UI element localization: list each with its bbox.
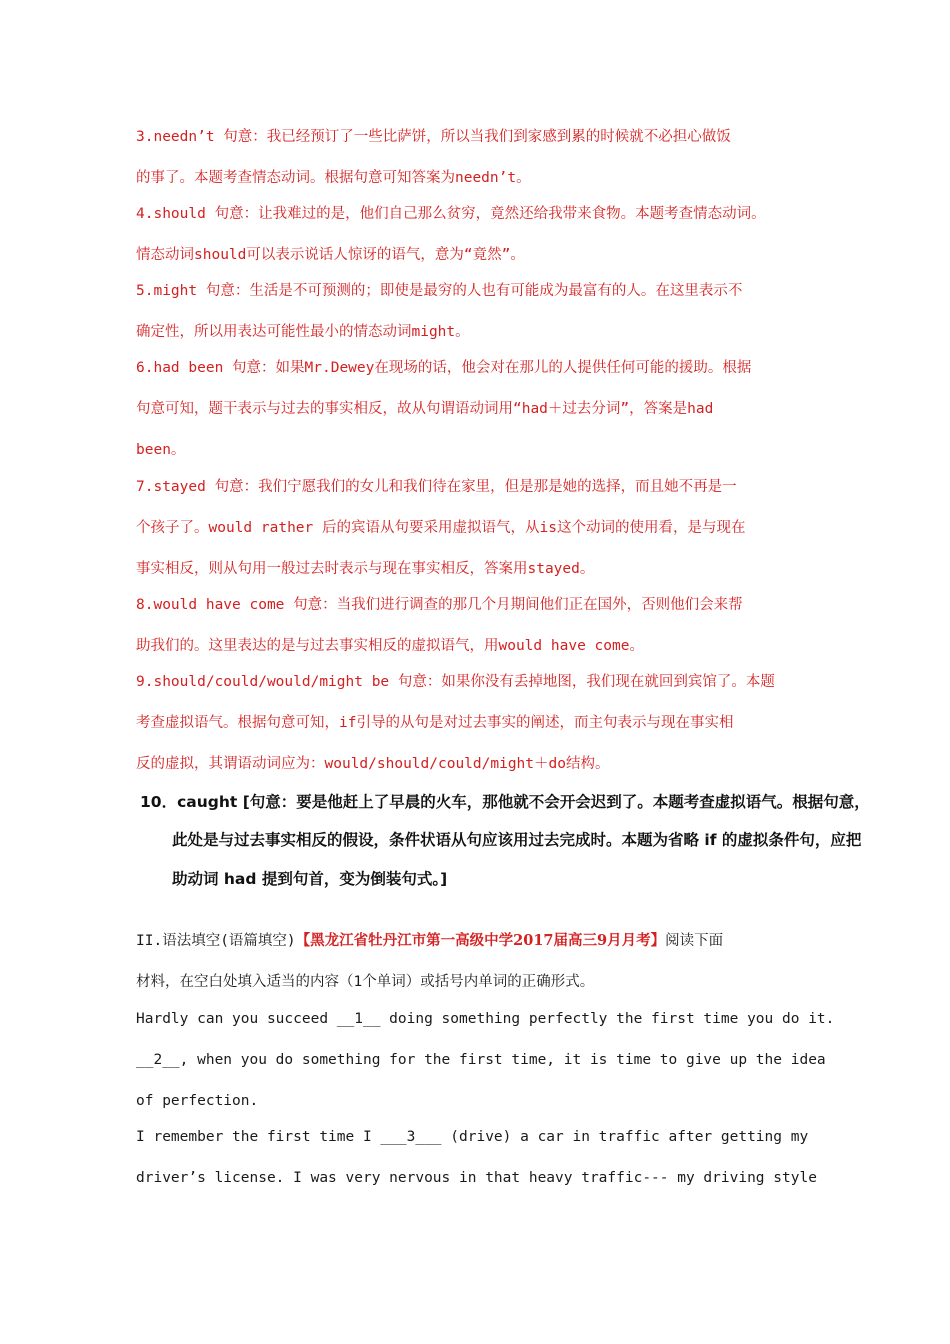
answer-5-line-2: 确定性，所以用表达可能性最小的情态动词might。 — [136, 324, 470, 340]
passage-line-2: __2__, when you do something for the first time, it is time to give up the idea — [136, 1052, 826, 1068]
section-2-instructions: 材料，在空白处填入适当的内容（1个单词）或括号内单词的正确形式。 — [136, 974, 595, 990]
passage-line-1: Hardly can you succeed __1__ doing something perfectly the first time you do it. — [136, 1011, 835, 1027]
answer-9-line-1: 9.should/could/would/might be 句意：如果你没有丢掉地图，我们现在就回到宾馆了。本题 — [136, 674, 775, 690]
section-2-rest: 阅读下面 — [665, 933, 724, 949]
answer-7-line-3: 事实相反，则从句用一般过去时表示与现在事实相反，答案用stayed。 — [136, 561, 595, 577]
section-2-source: 【黑龙江省牡丹江市第一高级中学2017届高三9月月考】 — [295, 932, 666, 949]
answer-3-line-1: 3.needn’t 句意：我已经预订了一些比萨饼，所以当我们到家感到累的时候就不必担心做饭 — [136, 129, 731, 145]
passage-line-3: of perfection. — [136, 1093, 259, 1109]
answer-6-line-3: been。 — [136, 442, 186, 458]
answer-4-line-2: 情态动词should可以表示说话人惊讶的语气，意为“竟然”。 — [136, 247, 525, 263]
answer-6-line-1: 6.had been 句意：如果Mr.Dewey在现场的话，他会对在那儿的人提供任何可能的援助。根据 — [136, 360, 752, 376]
answer-7-line-1: 7.stayed 句意：我们宁愿我们的女儿和我们待在家里，但是那是她的选择，而且她不再是一 — [136, 479, 737, 495]
answer-5-line-1: 5.might 句意：生活是不可预测的；即使是最穷的人也有可能成为最富有的人。在这里表示不 — [136, 283, 743, 299]
answer-9-line-2: 考查虚拟语气。根据句意可知，if引导的从句是对过去事实的阐述，而主句表示与现在事实相 — [136, 715, 734, 731]
answer-8-line-1: 8.would have come 句意：当我们进行调查的那几个月期间他们正在国外，否则他们会来帮 — [136, 597, 743, 613]
answer-4-line-1: 4.should 句意：让我难过的是，他们自己那么贫穷，竟然还给我带来食物。本题考查情态动词。 — [136, 206, 766, 222]
answer-6-line-2: 句意可知，题干表示与过去的事实相反，故从句谓语动词用“had＋过去分词”，答案是had — [136, 401, 714, 417]
answer-10-line-2: 此处是与过去事实相反的假设，条件状语从句应该用过去完成时。本题为省略 if 的虚拟条件句，应把 — [172, 831, 862, 849]
passage-line-4: I remember the first time I ___3___ (drive) a car in traffic after getting my — [136, 1129, 809, 1145]
section-2-prefix: II.语法填空(语篇填空) — [136, 933, 296, 949]
section-2-heading — [136, 931, 723, 951]
answer-9-line-3: 反的虚拟，其谓语动词应为：would/should/could/might＋do结构。 — [136, 756, 610, 772]
answer-8-line-2: 助我们的。这里表达的是与过去事实相反的虚拟语气，用would have come。 — [136, 638, 644, 654]
passage-line-5: driver’s license. I was very nervous in that heavy traffic--- my driving style — [136, 1170, 817, 1186]
answer-10-line-3: 助动词 had 提到句首，变为倒装句式。] — [172, 870, 448, 888]
answer-7-line-2: 个孩子了。would rather 后的宾语从句要采用虚拟语气，从is这个动词的使用看，是与现在 — [136, 520, 746, 536]
answer-3-line-2: 的事了。本题考查情态动词。根据句意可知答案为needn’t。 — [136, 170, 531, 186]
answer-10-line-1: 10．caught [句意：要是他赶上了早晨的火车，那他就不会开会迟到了。本题考查虚拟语气。根据句意， — [140, 793, 870, 811]
